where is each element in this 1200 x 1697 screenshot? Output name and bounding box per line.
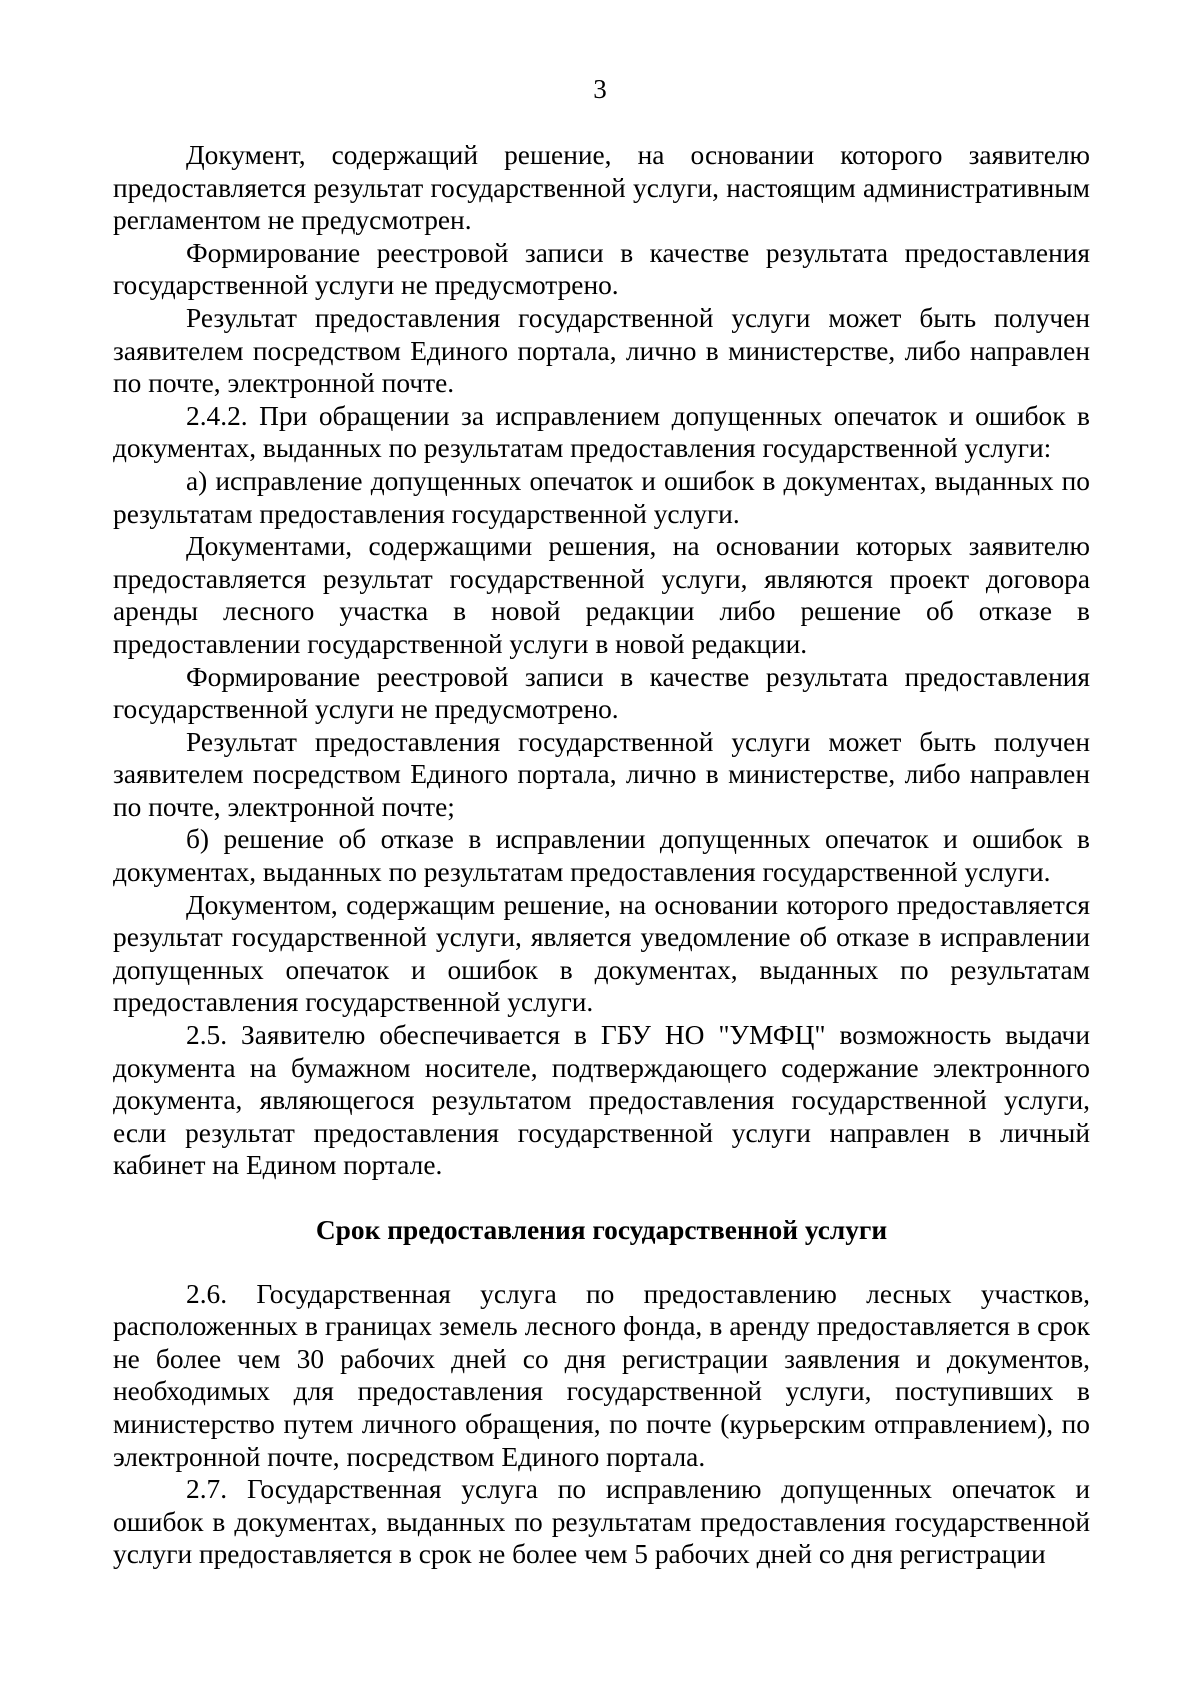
paragraph-result-delivery-2: Результат предоставления государственной услуги может быть получен заявителем посредством Единого портала, лично в министерстве, либо направлен по почте, электронной почте; [113, 726, 1090, 822]
paragraph-2-5: 2.5. Заявителю обеспечивается в ГБУ НО "УМФЦ" возможность выдачи документа на бумажном носителе, подтверждающего содержание электронного документа, являющегося результатом предоставления государственной услуги, если результат предоставления государственной услуги направлен в личный кабинет на Едином портале. [113, 1020, 1090, 1181]
paragraph-2-4-2: 2.4.2. При обращении за исправлением допущенных опечаток и ошибок в документах, выданных по результатам предоставления государственной услуги: [113, 400, 1090, 464]
paragraph-item-b: б) решение об отказе в исправлении допущенных опечаток и ошибок в документах, выданных по результатам предоставления государственной услуги. [113, 824, 1090, 888]
document-body [113, 139, 1090, 1571]
paragraph-registry-record: Формирование реестровой записи в качестве результата предоставления государственной услуги не предусмотрено. [113, 237, 1090, 301]
paragraph-item-a: а) исправление допущенных опечаток и ошибок в документах, выданных по результатам предоставления государственной услуги. [113, 465, 1090, 529]
paragraph-result-document: Документ, содержащий решение, на основании которого заявителю предоставляется результат государственной услуги, настоящим административным регламентом не предусмотрен. [113, 140, 1090, 236]
paragraph-decision-documents: Документами, содержащими решения, на основании которых заявителю предоставляется результат государственной услуги, являются проект договора аренды лесного участка в новой редакции либо решение об отказе в предоставлении государственной услуги в новой редакции. [113, 531, 1090, 659]
section-heading: Срок предоставления государственной услуги [315, 1215, 888, 1245]
paragraph-registry-record-2: Формирование реестровой записи в качестве результата предоставления государственной услуги не предусмотрено. [113, 661, 1090, 725]
paragraph-refusal-notice: Документом, содержащим решение, на основании которого предоставляется результат государственной услуги, является уведомление об отказе в исправлении допущенных опечаток и ошибок в документах, выданных по результатам предоставления государственной услуги. [113, 889, 1090, 1018]
paragraph-result-delivery: Результат предоставления государственной услуги может быть получен заявителем посредством Единого портала, лично в министерстве, либо направлен по почте, электронной почте. [113, 302, 1090, 399]
paragraph-2-7: 2.7. Государственная услуга по исправлению допущенных опечаток и ошибок в документах, выданных по результатам предоставления государственной услуги предоставляется в срок не более чем 5 рабочих дней со дня регистрации [113, 1474, 1090, 1570]
paragraph-2-6: 2.6. Государственная услуга по предоставлению лесных участков, расположенных в границах земель лесного фонда, в аренду предоставляется в срок не более чем 30 рабочих дней со дня регистрации заявления и документов, необходимых для предоставления государственной услуги, поступивших в министерство путем личного обращения, по почте (курьерским отправлением), по электронной почте, посредством Единого портала. [113, 1278, 1090, 1472]
page-number: 3 [593, 74, 607, 104]
